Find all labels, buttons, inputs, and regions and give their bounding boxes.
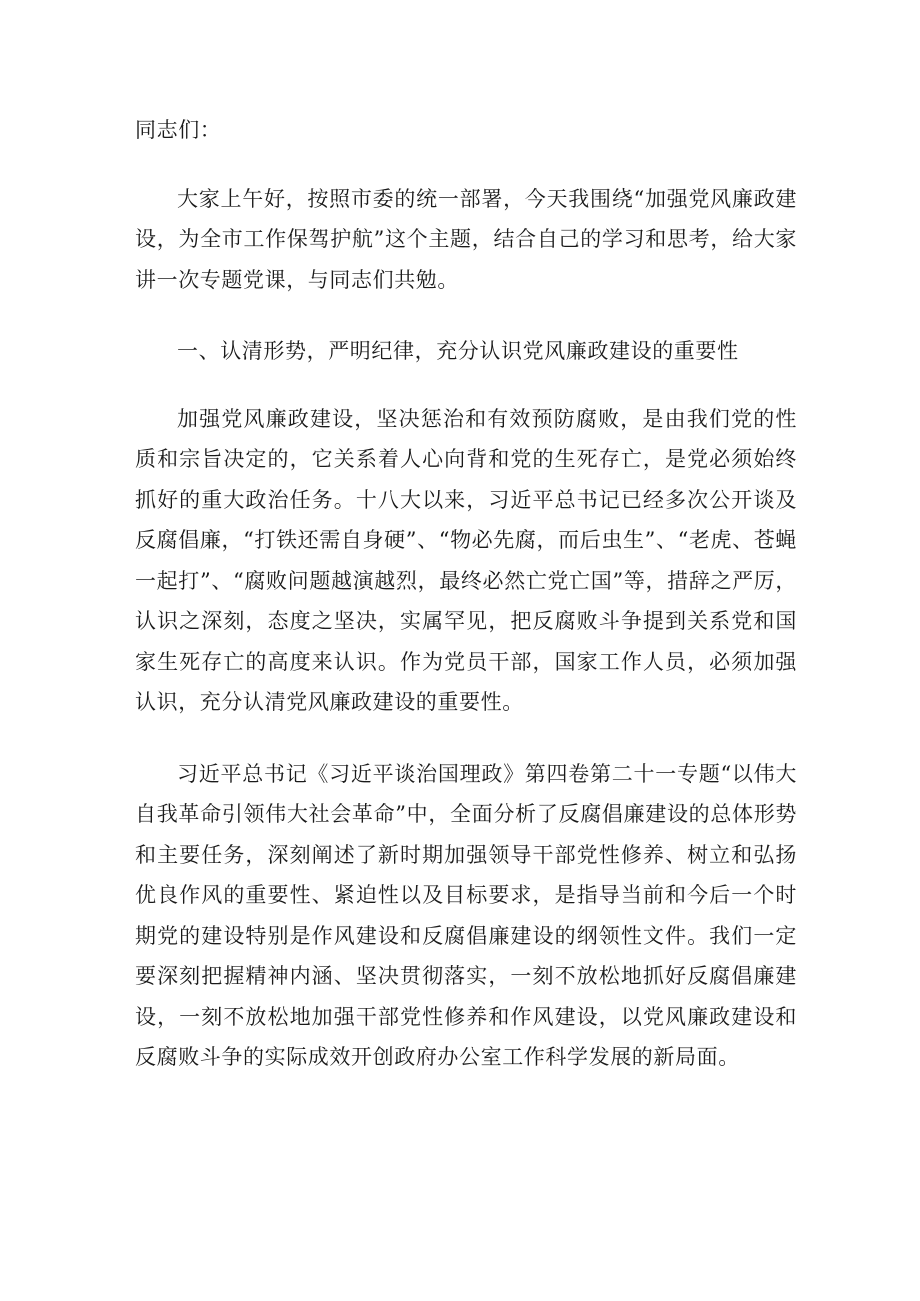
section-heading: 一、认清形势，严明纪律，充分认识党风廉政建设的重要性: [177, 339, 739, 363]
body-paragraph: 习近平总书记《习近平谈治国理政》第四卷第二十一专题“以伟大自我革命引领伟大社会革命”中，全面分析了反腐倡廉建设的总体形势和主要任务，深刻阐述了新时期加强领导干部党性修养、树立和弘扬优良作风的重要性、紧迫性以及目标要求，是指导当前和今后一个时期党的建设特别是作风建设和反腐倡廉建设的纲领性文件。我们一定要深刻把握精神内涵、坚决贯彻落实，一刻不放松地抓好反腐倡廉建设，一刻不放松地加强干部党性修养和作风建设，以党风廉政建设和反腐败斗争的实际成效开创政府办公室工作科学发展的新局面。: [135, 761, 797, 1069]
greeting: 同志们：: [135, 118, 222, 142]
body-paragraph: 加强党风廉政建设，坚决惩治和有效预防腐败，是由我们党的性质和宗旨决定的，它关系着人心向背和党的生死存亡，是党必须始终抓好的重大政治任务。十八大以来，习近平总书记已经多次公开谈及反腐倡廉，“打铁还需自身硬”、“物必先腐，而后虫生”、“老虎、苍蝇一起打”、“腐败问题越演越烈，最终必然亡党亡国”等，措辞之严厉，认识之深刻，态度之坚决，实属罕见，把反腐败斗争提到关系党和国家生死存亡的高度来认识。作为党员干部，国家工作人员，必须加强认识，充分认清党风廉政建设的重要性。: [135, 406, 797, 714]
opening-paragraph: 大家上午好，按照市委的统一部署，今天我围绕“加强党风廉政建设，为全市工作保驾护航”这个主题，结合自己的学习和思考，给大家讲一次专题党课，与同志们共勉。: [135, 186, 797, 292]
document-body: [135, 110, 797, 1109]
